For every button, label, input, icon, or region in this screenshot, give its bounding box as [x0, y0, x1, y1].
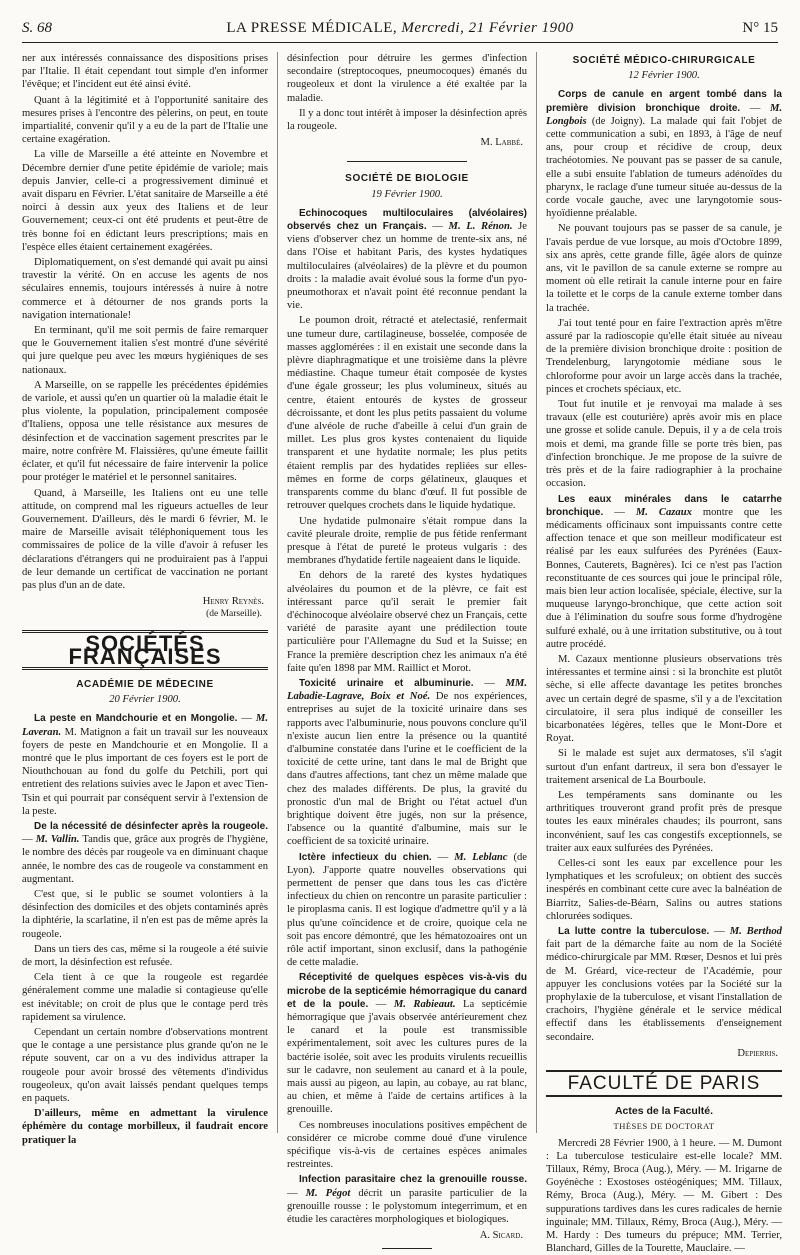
article-author: M. Pégot: [305, 1187, 351, 1199]
article-title: Toxicité urinaire et albuminurie.: [299, 677, 474, 689]
article-text: (de Lyon). J'apporte quatre nouvelles observations qui permettent de penser que dans tous les cas d'ictère infectieux du chien on rencontre un parasite particulier : le piroplasma canis. Il est logique d'admettre qu'il y a là plus qu'une coïncidence et de croire, quoique cela ne soit pas encore démontré, que les hématozoaires ont un rôle actif important, sinon exclusif, dans la pathogénie de cette maladie.: [287, 851, 527, 969]
article-title: Les eaux minérales dans le catarrhe bronchique.: [546, 493, 782, 518]
subsection-heading: Actes de la Faculté.: [614, 1105, 714, 1118]
paragraph: Ces nombreuses inoculations positives empêchent de considérer ce microbe comme doué d'une virulence spécifique vis-à-vis de certaines espèces animales restreintes.: [287, 1119, 527, 1171]
article-text: La septicémie hémorragique que j'avais observée antérieurement chez le canard et la poule est transmissible expérimentalement, soit avec les cultures pures de la bactérie isolée, soit avec les produits virulents recueillis sur le cadavre, non seulement au canard et à la poule, mais aussi au pigeon, au lapin, au cobaye, au rat blanc, au chien, et même à l'aide de certains artifices à la grenouille.: [287, 998, 527, 1116]
article-text: décrit un parasite particulier de la grenouille rousse : le polystomum integerrimum, et en étudie les caractères morphologiques et biologiques.: [287, 1187, 528, 1226]
journal-title: [22, 20, 778, 37]
paragraph: Une hydatide pulmonaire s'était rompue dans la cavité pleurale droite, remplie de pus fétide renfermant presque à l'état de pureté le proteus vulgaris : des membranes d'hydatide fertile nageaient dans le liquide.: [287, 515, 527, 567]
issue-number: N° 15: [742, 20, 778, 36]
article-text: Je viens d'observer chez un homme de trente-six ans, né dans l'Oise et habitant Paris, des kystes hydatiques multiloculaires (alvéolaires) de la plèvre et du poumon droits : la maladie avait évolué sous la forme d'un pyo-pneumothorax et n'avait point été reconnue pendant la vie.: [287, 221, 528, 312]
paragraph: En dehors de la rareté des kystes hydatiques alvéolaires du poumon et de la plèvre, ce fait est intéressant parce qu'il serait le premier fait d'échinocoque alvéolaire observé chez un Français, cette variété de parasite ayant une prédilection toute particulière pour l'Allemagne du Sud et la Suisse; en France la première description chez les animaux n'a été faite qu'en 1898 par MM. Raillict et Morot.: [287, 570, 527, 674]
article-author: M. Vallin.: [35, 834, 80, 846]
issue-date: Mercredi, 21 Février 1900: [401, 20, 574, 36]
paragraph: désinfection pour détruire les germes d'infection secondaire (streptocoques, pneumocoques) émanés du rougeoleux et dont la virulence a été exaltée par la maladie.: [287, 53, 527, 104]
column-rule: [277, 52, 278, 1133]
article-author: MM. Labadie-Lagrave, Boix et Noé.: [287, 677, 528, 703]
article: Ictère infectieux du chien. — M. Leblanc (de Lyon). J'apporte quatre nouvelles observations qui permettent de penser que dans tous les cas d'ictère infectieux du chien on rencontre un parasite particulier : le piroplasma canis. Il est logique d'admettre qu'il y a là plus qu'une coïncidence et de croire, quoique cela ne soit pas encore démontré, que les hématozoaires ont un rôle actif important, sinon exclusif, dans la pathogénie de cette maladie.: [287, 851, 527, 969]
divider: [347, 161, 467, 162]
article-text: montre que les médicaments officinaux sont impuissants contre cette affection tenace et que son meilleur modificateur est réalisé par les eaux sulfurées des Pyrénées (Eaux-Bonnes, Cauterets, Bagnères). Ici ce n'est pas l'action reconstituante de ces sources qui joue le principal rôle, mais bien leur action localisée, spéciale, élective, sur la muqueuse laryngo-bronchique, que cette action soit due à l'élimination du soufre sous forme d'hydrogène sulfuré exhalé, ou à une irritation substitutive, ou à tout autre procédé.: [546, 506, 782, 650]
paragraph: Tout fut inutile et je renvoyai ma malade à ses travaux (elle est couturière) après avoir mis en place une grosse et solide canule. Depuis, il y a de cela trois mois et demi, ma grande fille se porte très bien, pas d'infection bronchique. Je me propose de la suivre de très près et de la faire radiographier à la prochaine occasion.: [546, 399, 782, 490]
paragraph: Quant à la légitimité et à l'opportunité sanitaire des mesures prises à l'encontre des pèlerins, on peut, en toute impartialité, convenir qu'il y a eu de la part de l'Italie une certaine exagération.: [22, 94, 268, 146]
article-title: La lutte contre la tuberculose.: [558, 926, 710, 937]
paragraph: Ne pouvant toujours pas se passer de sa canule, je l'avais perdue de vue lorsque, au mois d'Octobre 1899, six ans après, cette grande fille, âgée alors de quinze ans, vit le pavillon de sa canule externe se rompre au moment où elle retirait la canule interne pour en faire la toilette et le corps de la canule externe tomber dans la trachée.: [546, 223, 782, 314]
article-author: M. Laveran.: [22, 713, 268, 738]
article: Infection parasitaire chez la grenouille rousse. — M. Pégot décrit un parasite particulier de la grenouille rousse : le polystomum integerrimum, et en étudie les caractères morphologiques et biologiques.: [287, 1174, 528, 1226]
article: La lutte contre la tuberculose. — M. Berthod fait part de la démarche faite au nom de la Société médico-chirurgicale par MM. Rœser, Desnos et lui près de M. Gréard, vice-recteur de l'Académie, pour appuyer les conclusions votées par la Société sur la prophylaxie de la tuberculose, et visant l'installation de crachoirs, l'hygiène générale et le service médical effectif dans les établissements d'enseignement secondaire.: [546, 926, 782, 1043]
column-2: [287, 52, 528, 1242]
page-number: S. 68: [22, 20, 52, 36]
paragraph: J'ai tout tenté pour en faire l'extraction après m'être assuré par la radioscopie qu'elle était située au niveau de la première division bronchique droite : position de Trendelenburg, laryngotomie médiane sous le chloroforme pour avoir un large accès dans la trachée, pinces et crochets spéciaux, etc.: [546, 317, 782, 395]
article: Toxicité urinaire et albuminurie. — MM. Labadie-Lagrave, Boix et Noé. De nos expériences, entreprises au sujet de la toxicité urinaire dans ses rapports avec l'albuminurie, nous pouvons conclure qu'il n'existe aucun lien entre la présence ou la quantité d'albumine constatée dans l'urine et le coefficient de la toxicité de cette urine, tant dans le mal de Bright que dans d'autres affections, tant chez un même malade que chez des malades différents. De plus, la gravité du pronostic d'un mal de Bright ou l'état actuel d'un brightique doivent être jugés, non sur la présence, l'absence ou la quantité d'albumine, mais sur le coefficient de sa toxicité urinaire.: [287, 677, 528, 848]
paragraph: Cela tient à ce que la rougeole est regardée généralement comme une maladie si contagieuse qu'elle est inévitable; on croit de plus que le contage perd très rapidement sa virulence.: [22, 972, 268, 1023]
paragraph: D'ailleurs, même en admettant la virulence éphémère du contage morbilleux, il faudrait encore pratiquer la: [22, 1108, 268, 1146]
paragraph: Cependant un certain nombre d'observations montrent que le contage a une persistance plus grande qu'on ne le répute souvent, car on a vu des individus attraper la rougeole pour avoir brossé des vêtements d'individus rougeoleux, qu'on avait laissés pendant quelques temps en paquets.: [22, 1027, 268, 1105]
article: De la nécessité de désinfecter après la rougeole. — M. Vallin. Tandis que, grâce aux progrès de l'hygiène, le nombre des décès par rougeole va en diminuant chaque année, le nombre des cas de rougeole va constamment en augmentant.: [22, 820, 269, 885]
article-title: La peste en Mandchourie et en Mongolie.: [34, 713, 238, 725]
article-title: Infection parasitaire chez la grenouille rousse.: [299, 1174, 527, 1186]
column-rule: [536, 52, 537, 1133]
article-text: Tandis que, grâce aux progrès de l'hygiène, le nombre des décès par rougeole va en diminuant chaque année, le nombre des cas de rougeole va constamment en augmentant.: [22, 834, 269, 885]
article-title: De la nécessité de désinfecter après la rougeole.: [34, 820, 268, 832]
page-header: [22, 18, 778, 43]
article: Corps de canule en argent tombé dans la première division bronchique droite. — M. Longbois (de Joigny). La malade qui fait l'objet de cette communication a subi, en 1893, à l'âge de neuf ans, pour croup et récidive de croup, deux trachéotomies. Ne pouvant pas se passer de sa canule, elle a subi ensuite l'ablation de tumeurs adénoïdes du pharynx, le raclage d'une tumeur située au-dessus de la corde vocale gauche, avec une laryngotomie sous-hyoïdienne préalable.: [546, 89, 783, 220]
author-location: (de Marseille).: [206, 609, 262, 620]
article-title: Ictère infectieux du chien.: [299, 851, 432, 863]
author-signature: Depierris.: [737, 1047, 778, 1059]
article: Echinocoques multiloculaires (alvéolaires) observés chez un Français. — M. L. Rénon. Je viens d'observer chez un homme de trente-six ans, né dans l'Oise et habitant Paris, des kystes hydatiques multiloculaires (alvéolaires) de la plèvre et du poumon droits : la maladie avait évolué sous la forme d'un pyo-pneumothorax et n'avait point été reconnue pendant la vie.: [287, 207, 528, 312]
section-heading: SOCIÉTÉ MÉDICO-CHIRURGICALE: [572, 55, 756, 66]
section-heading: SOCIÉTÉ DE BIOLOGIE: [345, 173, 469, 185]
article-text: fait part de la démarche faite au nom de la Société médico-chirurgicale par MM. Rœser, Desnos et lui près de M. Gréard, vice-recteur de l'Académie, pour appuyer les conclusions votées par la Société sur la prophylaxie de la tuberculose, et visant l'installation de crachoirs, l'hygiène générale et le service médical effectif dans les établissements d'enseignement secondaire.: [546, 939, 782, 1043]
paragraph: Quand, à Marseille, les Italiens ont eu une telle attitude, on comprend mal les rigueurs actuelles de leur Gouvernement. D'ailleurs, dès le mardi 6 février, M. le maire de Marseille avisait téléphoniquement tous les commissaires de police de la ville d'avoir à refuser les déclarations d'étrangers qui ne produiraient pas à l'appui de leur demande un certificat de vaccination ne portant pas plus d'un an de date.: [22, 487, 268, 591]
article-title: Echinocoques multiloculaires (alvéolaires) observés chez un Français.: [287, 207, 527, 233]
paragraph: La ville de Marseille a été atteinte en Novembre et Décembre dernier d'une petite épidémie de variole; mais depuis Janvier, celle-ci a progressivement diminué et avait disparu en Février. L'état sanitaire de Marseille a été noirci à dessin aux yeux des Italiens et de leur Gouvernement; ceux-ci ont été prudents et peut-être de très bonne foi en édictant leurs prescriptions; mais en l'espèce elles étaient certainement exagérées.: [22, 149, 268, 253]
article: La peste en Mandchourie et en Mongolie. — M. Laveran. M. Matignon a fait un travail sur les nouveaux foyers de peste en Mandchourie et en Mongolie. Il a montré que le plus important de ces foyers est le port de Niouthchouan au fond du golfe du Petchili, port qui entretient des relations suivies avec le Japon et avec Tien-Tsin et qui pourrait par conséquent servir à l'extension de la peste.: [22, 713, 268, 817]
paragraph: Dans un tiers des cas, même si la rougeole a été suivie de mort, la désinfection est refusée.: [22, 943, 268, 968]
section-date: 20 Février 1900.: [109, 694, 181, 706]
article-author: M. Cazaux: [635, 506, 692, 518]
paragraph: Celles-ci sont les eaux par excellence pour les lymphatiques et les scrofuleux; on obtient des succès inespérés en combinant cette cure avec la balnéation de Biarritz, Salies-de-Béarn, Salins ou autres stations chlorurées sodiques.: [546, 857, 782, 922]
section-heading: ACADÉMIE DE MÉDECINE: [76, 678, 214, 690]
author-signature: A. Sicard.: [479, 1230, 523, 1242]
paragraph: Mercredi 28 Février 1900, à 1 heure. — M. Dumont : La tuberculose testiculaire est-elle locale? MM. Tillaux, Rémy, Broca (Aug.), Méry. — M. Irigarne de Goyénèche : Exostoses ostéogéniques; MM. Tillaux, Rémy, Broca (Aug.), Méry. — M. Gibert : Des suppurations tardives dans les cures radicales de hernie inguinale; MM. Tillaux, Rémy, Broca (Aug.), Méry. — M. Hardy : Des tumeurs du prépuce; MM. Terrier, Blanchard, Gilles de la Tourette, Mauclaire. —: [546, 1137, 782, 1255]
paragraph: C'est que, si le public se soumet volontiers à la désinfection des domiciles et des objets contaminés après la diphtérie, la scarlatine, il n'en est pas de même après la rougeole.: [22, 888, 268, 940]
section-banner: FACULTÉ DE PARIS: [546, 1070, 782, 1097]
article-author: M. Leblanc: [454, 851, 508, 863]
article-text: (de Joigny). La malade qui fait l'objet de cette communication a subi, en 1893, à l'âge de neuf ans, pour croup et récidive de croup, deux trachéotomies. Ne pouvant pas se passer de sa canule, elle a subi ensuite l'ablation de tumeurs adénoïdes du pharynx, le raclage d'une tumeur située au-dessus de la corde vocale gauche, avec une laryngotomie sous-hyoïdienne préalable.: [546, 115, 782, 220]
paragraph: A Marseille, on se rappelle les précédentes épidémies de variole, et aussi qu'en un quartier où la maladie était le plus violente, la population, principalement composée d'Italiens, opposa une telle résistance aux mesures de désinfection et de vaccination sagement prescrites par le maire, notre confrère M. Flaissières, qu'une émeute faillit éclater, et qu'il fut nécessaire de faire intervenir la police pour protéger le matériel et le personnel sanitaires.: [22, 379, 268, 484]
paragraph: Il y a donc tout intérêt à imposer la désinfection après la rougeole.: [287, 107, 527, 133]
article-author: M. L. Rénon.: [448, 221, 513, 233]
article-author: M. Berthod: [729, 926, 782, 937]
article-author: M. Rabieaut.: [393, 998, 456, 1010]
paragraph: Le poumon droit, rétracté et atelectasié, renfermait une tumeur dure, cartilagineuse, bosselée, composée de masses agglomérées : il en existait une seconde dans la plèvre diaphragmatique et une troisième dans la plèvre médiastine. Chaque tumeur était composée de kystes d'une égale grosseur; les plus volumineux, situés au centre, étaient entourés de kystes de grosseur décroissante, et dont les plus petits passaient du volume d'une alvéole de ruche d'abeille à celui d'un grain de millet. Les plus gros kystes contenaient du liquide transparent et une hydatite normale; les plus petits étaient remplis par des hydatides repliées sur elles-mêmes en forme de corps gélatineux, glauques et transparents comme du blanc d'œuf. Il fut possible de retrouver quelques crochets dans le liquide hydatique.: [287, 315, 527, 512]
paragraph: En terminant, qu'il me soit permis de faire remarquer que le Gouvernement italien s'est montré d'une sévérité qui jure quelque peu avec les mœurs hygiéniques de ses nationaux.: [22, 325, 268, 376]
column-1: [22, 52, 269, 1146]
author-signature: Henry Reynès.: [202, 596, 264, 608]
article-text: De nos expériences, entreprises au sujet de la toxicité urinaire dans ses rapports avec l'albuminurie, nous pouvons conclure qu'il n'existe aucun lien entre la présence ou la quantité d'albumine constatée dans l'urine et le coefficient de la toxicité de cette urine, tant dans le mal de Bright que dans d'autres affections, tant chez un même malade que chez des malades différents. De plus, la gravité du pronostic d'un mal de Bright ou l'état actuel d'un brightique doivent être jugés, non sur la présence, l'absence ou la quantité d'albumine, mais sur le coefficient de sa toxicité urinaire.: [287, 691, 527, 848]
paragraph: M. Cazaux mentionne plusieurs observations très intéressantes et termine ainsi : si la bronchite est plutôt sèche, si elle affecte davantage les petites bronches avec un certain degré de spasme, s'il y a de l'excitation circulatoire, il sera plus indiqué de conseiller les bicarbonatées légères, telles que le Mont-Dore et Royat.: [546, 653, 782, 745]
journal-name: LA PRESSE MÉDICALE,: [226, 20, 402, 36]
article-text: M. Matignon a fait un travail sur les nouveaux foyers de peste en Mandchourie et en Mongolie. Il a montré que le plus important de ces foyers est le port de Niouthchouan au fond du golfe du Petchili, port qui entretient des relations suivies avec le Japon et avec Tien-Tsin et qui pourrait par conséquent servir à l'extension de la peste.: [22, 726, 268, 817]
subsection-label: THÈSES DE DOCTORAT: [613, 1121, 715, 1132]
article-author: M. Longbois: [546, 102, 783, 127]
article-title: Corps de canule en argent tombé dans la première division bronchique droite.: [546, 89, 782, 114]
section-banner: SOCIÉTÉS FRANÇAISES: [22, 630, 268, 670]
column-3: [546, 52, 783, 1255]
article: Les eaux minérales dans le catarrhe bronchique. — M. Cazaux montre que les médicaments officinaux sont impuissants contre cette affection tenace et que son meilleur modificateur est réalisé par les eaux sulfurées des Pyrénées (Eaux-Bonnes, Cauterets, Bagnères). Ici ce n'est pas l'action reconstituante de ces sources qui joue le principal rôle, mais bien leur action localisée, spéciale, élective, sur la muqueuse laryngo-bronchique, que cette action soit due à l'élimination du soufre sous forme d'hydrogène sulfuré exhalé, ou à une irritation substitutive, ou à tout autre procédé.: [546, 493, 782, 650]
paragraph: Les tempéraments sans dominante ou les arthritiques trouveront grand profit près de presque toutes les eaux minérales chaudes; ils pourront, sans inconvénient, sauf les cas congestifs exceptionnels, se traiter aux eaux sulfurées des Pyrénées.: [546, 789, 782, 854]
article-title: Réceptivité de quelques espèces vis-à-vis du microbe de la septicémie hémorragique du canard et de la poule.: [287, 972, 527, 1010]
paragraph: ner aux intéressés connaissance des dispositions prises par l'Italie. Il était cependant tout simple d'en informer l'évêque; et l'incident eut été ainsi évité.: [22, 53, 268, 91]
paragraph: Diplomatiquement, on s'est demandé qui avait pu ainsi travestir la vérité. On en accuse les agents de nos séculaires ennemis, toujours intéressés à nuire à notre commerce et à détourner de nos grands ports la navigation internationale!: [22, 257, 268, 321]
paragraph: Si le malade est sujet aux dermatoses, s'il s'agit surtout d'un enfant dartreux, il sera bon d'essayer le traitement arsenical de La Bourboule.: [546, 748, 782, 786]
article: Réceptivité de quelques espèces vis-à-vis du microbe de la septicémie hémorragique du canard et de la poule. — M. Rabieaut. La septicémie hémorragique que j'avais observée antérieurement chez le canard et la poule est transmissible expérimentalement, soit avec les cultures pures de la bactérie isolée, soit avec les produits virulents recueillis sur le cadavre, non seulement au canard et à la poule, mais aussi au pigeon, au lapin, au cobaye, au rat blanc, au chien, et même à l'aide de certains artifices à la grenouille.: [287, 972, 527, 1116]
author-signature: M. Labbé.: [480, 137, 523, 149]
divider: [382, 1248, 432, 1249]
section-date: 12 Février 1900.: [628, 70, 700, 82]
section-date: 19 Février 1900.: [371, 188, 443, 200]
